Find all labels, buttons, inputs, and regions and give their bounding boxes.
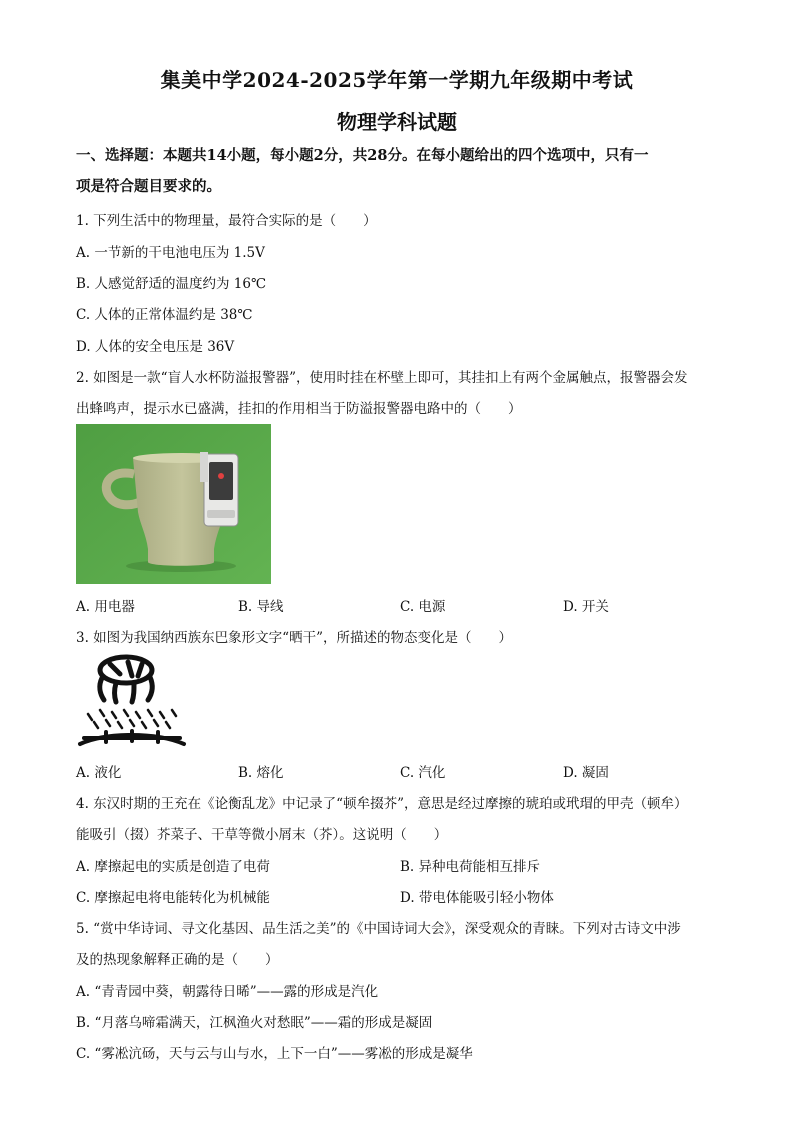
dongba-pictograph [76, 652, 188, 752]
q4-stem-line2: 能吸引（掇）芥菜子、干草等微小屑末（芥）。这说明（ ） [76, 827, 448, 843]
q1-option-c: C. 人体的正常体温约是 38℃ [76, 307, 253, 323]
q2-stem-line2: 出蜂鸣声，提示水已盛满，挂扣的作用相当于防溢报警器电路中的（ ） [76, 401, 522, 417]
q3-option-c: C. 汽化 [400, 765, 446, 781]
q1-stem: 1. 下列生活中的物理量，最符合实际的是（ ） [76, 213, 377, 229]
q5-stem-line2: 及的热现象解释正确的是（ ） [76, 952, 279, 968]
q2-option-b: B. 导线 [238, 599, 284, 615]
q2-option-a: A. 用电器 [76, 599, 135, 615]
q5-option-c: C. “雾凇沆砀，天与云与山与水，上下一白”——雾凇的形成是凝华 [76, 1046, 473, 1062]
q1-option-b: B. 人感觉舒适的温度约为 16℃ [76, 276, 267, 292]
section-heading-line2: 项是符合题目要求的。 [76, 178, 221, 195]
q4-stem-line1: 4. 东汉时期的王充在《论衡乱龙》中记录了“顿牟掇芥”，意思是经过摩擦的琥珀或玳瑁的甲壳（顿牟） [76, 796, 688, 812]
q5-option-b: B. “月落乌啼霜满天，江枫渔火对愁眠”——霜的形成是凝固 [76, 1015, 433, 1031]
q2-stem-line1: 2. 如图是一款“盲人水杯防溢报警器”，使用时挂在杯壁上即可，其挂扣上有两个金属触点，报警器会发 [76, 370, 688, 386]
section-heading-line1: 一、选择题：本题共14小题，每小题2分，共28分。在每小题给出的四个选项中，只有一 [76, 147, 649, 164]
q3-option-a: A. 液化 [76, 765, 122, 781]
q5-option-a: A. “青青园中葵，朝露待日晞”——露的形成是汽化 [76, 984, 379, 1000]
q1-option-a: A. 一节新的干电池电压为 1.5V [76, 245, 265, 261]
section-heading [76, 140, 726, 202]
q5-stem-line1: 5. “赏中华诗词、寻文化基因、品生活之美”的《中国诗词大会》，深受观众的青睐。下列对古诗文中涉 [76, 921, 681, 937]
q4-option-d: D. 带电体能吸引轻小物体 [400, 890, 554, 906]
q1-option-d: D. 人体的安全电压是 36V [76, 339, 235, 355]
q4-option-c: C. 摩擦起电将电能转化为机械能 [76, 890, 270, 906]
q2-option-d: D. 开关 [563, 599, 609, 615]
q3-option-d: D. 凝固 [563, 765, 609, 781]
exam-title: 集美中学2024-2025学年第一学期九年级期中考试 [160, 68, 634, 92]
q4-option-a: A. 摩擦起电的实质是创造了电荷 [76, 859, 270, 875]
q3-option-b: B. 熔化 [238, 765, 284, 781]
q3-stem: 3. 如图为我国纳西族东巴象形文字“晒干”，所描述的物态变化是（ ） [76, 630, 512, 646]
q4-option-b: B. 异种电荷能相互排斥 [400, 859, 541, 875]
exam-subtitle: 物理学科试题 [337, 110, 457, 134]
cup-alarm-photo [76, 424, 271, 584]
q2-option-c: C. 电源 [400, 599, 446, 615]
